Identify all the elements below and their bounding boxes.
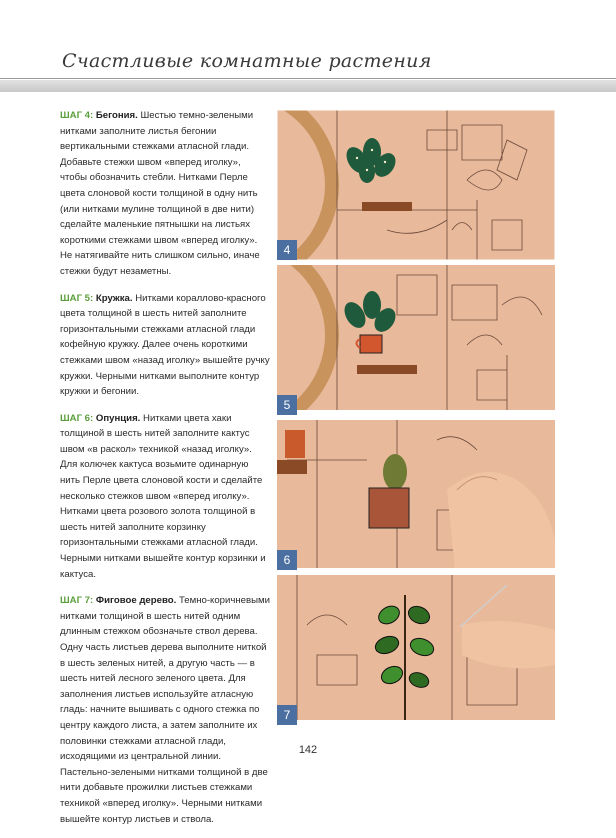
step-name: Кружка. xyxy=(95,292,133,304)
step-7 xyxy=(60,593,270,827)
photo-number-badge: 5 xyxy=(277,395,297,415)
running-header-title: Счастливые комнатные растения xyxy=(62,50,432,72)
step-body: Нитками кораллово-красного цвета толщиной в шесть нитей заполните горизонтальными стежками атласной глади кофейную кружку. Далее очень короткими стежками швом «назад иголку» вышейте ручку кружки. Черными нитками выполните контур кружки и бегонии. xyxy=(60,292,270,398)
step-name: Фиговое дерево. xyxy=(95,595,177,607)
step-label: ШАГ 6: xyxy=(60,412,94,424)
step-body: Нитками цвета хаки толщиной в шесть нитей заполните кактус швом «в раскол» техникой «назад иголку». Для колючек кактуса возьмите одинарную нить Перле цвета слоновой кости и сделайте несколько стежков швом «вперед иголку». Нитками цвета розового золота толщиной в шесть нитей заполните корзинку горизонтальными стежками атласной глади. Черными нитками вышейте контур корзинки и кактуса. xyxy=(60,412,266,580)
photo-step-5 xyxy=(277,265,555,415)
coral-mug xyxy=(360,335,382,353)
step-name: Опунция. xyxy=(95,412,141,424)
photo-number-badge: 4 xyxy=(277,240,297,260)
step-6 xyxy=(60,411,270,583)
photo-number-badge: 6 xyxy=(277,550,297,570)
step-4 xyxy=(60,108,270,280)
photo-step-7 xyxy=(277,575,555,725)
step-label: ШАГ 5: xyxy=(60,292,94,304)
step-name: Бегония. xyxy=(95,110,138,121)
shelf xyxy=(357,365,417,374)
photo-step-6 xyxy=(277,420,555,570)
step-label: ШАГ 7: xyxy=(60,595,94,607)
embroidery-photo-mug xyxy=(277,265,555,410)
step-5 xyxy=(60,291,270,400)
photo-number-badge: 7 xyxy=(277,705,297,725)
page-number: 142 xyxy=(298,744,318,756)
photo-step-4 xyxy=(277,110,555,260)
step-body: Темно-коричневыми нитками толщиной в шесть нитей одним длинным стежком обозначьте ствол дерева. Одну часть листьев дерева выполните ниткой в шесть зеленых нитей, а другую часть — в шесть нитей лесного зеленого цвета. Для заполнения листьев используйте атласную гладь: начните вышивать с одного стежка по центру каждого листа, а затем заполните их половинки стежками атласной глади, исходящими из центральной линии. Пастельно-зелеными нитками толщиной в две нити добавьте прожилки листьев стежками техникой «вперед иголку». Черными нитками вышейте контур листьев и ствола. xyxy=(60,595,270,825)
rose-gold-basket xyxy=(369,488,409,528)
step-body: Шестью темно-зелеными нитками заполните листья бегонии вертикальными стежками атласной глади. Добавьте стежки швом «вперед иголку», чтобы обозначить стебли. Нитками Перле цвета слоновой кости толщиной в одну нить (или нитками мулине толщиной в две нити) сделайте маленькие пятнышки на листьях короткими стежками швом «вперед иголку». Не натягивайте нить слишком сильно, иначе стежки будут незаметны. xyxy=(60,110,260,277)
shelf xyxy=(362,202,412,211)
header-divider-line xyxy=(0,78,616,79)
page-header xyxy=(0,0,616,98)
cactus xyxy=(383,454,407,490)
instructions-column xyxy=(60,108,270,838)
step-label: ШАГ 4: xyxy=(60,110,94,121)
embroidery-photo-fig-tree xyxy=(277,575,555,720)
header-divider-band xyxy=(0,80,616,92)
embroidery-photo-cactus xyxy=(277,420,555,568)
embroidery-photo-begonia xyxy=(277,110,555,260)
